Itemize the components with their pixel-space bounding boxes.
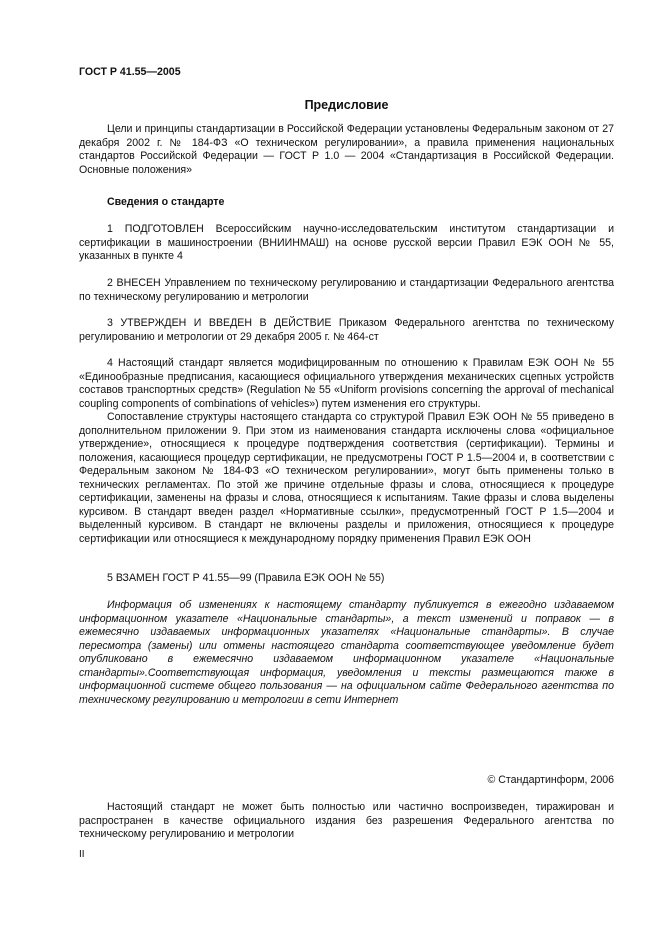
info-notice: Информация об изменениях к настоящему стандарту публикуется в ежегодно издаваемом информационном указателе «Национальные стандарты», а текст изменений и поправок — в ежемесячно издаваемых информационных указателях «Национальные стандарты». В случае пересмотра (замены) или отмены настоящего стандарта соответствующее уведомление будет опубликовано в ежемесячно издаваемом информационном указателе «Национальные стандарты».Соответствующая информация, уведомления и тексты размещаются также в информационной системе общего пользования — на официальном сайте Федерального агентства по техническому регулированию и метрологии в сети Интернет <box>79 599 614 706</box>
item-5: 5 ВЗАМЕН ГОСТ Р 41.55—99 (Правила ЕЭК ООН № 55) <box>107 572 385 584</box>
item-4: 4 Настоящий стандарт является модифицированным по отношению к Правилам ЕЭК ООН № 55 «Единообразные предписания, касающиеся официального утверждения механических сцепных устройств составов транспортных средств» (Regulation № 55 «Uniform provisions concerning the approval of mechanical coupling components of combinations of vehicles») путем изменения его структуры. <box>79 357 614 410</box>
item-2: 2 ВНЕСЕН Управлением по техническому регулированию и стандартизации Федерального агентства по техническому регулированию и метрологии <box>79 277 614 303</box>
copyright: © Стандартинформ, 2006 <box>487 774 614 786</box>
item-3: 3 УТВЕРЖДЕН И ВВЕДЕН В ДЕЙСТВИЕ Приказом Федерального агентства по техническому регулированию и метрологии от 29 декабря 2005 г. № 464-ст <box>79 317 614 343</box>
page-title: Предисловие <box>304 98 389 112</box>
standard-code-header: ГОСТ Р 41.55—2005 <box>79 66 181 78</box>
item-4-continuation: Сопоставление структуры настоящего стандарта со структурой Правил ЕЭК ООН № 55 приведено в дополнительном приложении 9. При этом из наименования стандарта исключены слова «официальное утверждение», относящиеся к процедуре подтверждения соответствия (сертификации). Термины и положения, касающиеся процедур сертификации, не предусмотрены ГОСТ Р 1.5—2004 и, в соответствии с Федеральным законом № 184-ФЗ «О техническом регулировании», могут быть применены только в технических регламентах. По этой же причине отдельные фразы и слова, относящиеся к процедуре сертификации, заменены на фразы и слова, относящиеся к испытаниям. Такие фразы и слова выделены курсивом. В стандарт введен раздел «Нормативные ссылки», предусмотренный ГОСТ Р 1.5—2004 и выделенный курсивом. В стандарт не включены разделы и приложения, относящиеся к процедуре сертификации или относящиеся к международному порядку применения Правил ЕЭК ООН <box>79 411 614 545</box>
reproduction-notice: Настоящий стандарт не может быть полностью или частично воспроизведен, тиражирован и распространен в качестве официального издания без разрешения Федерального агентства по техническому регулированию и метрологии <box>79 801 614 840</box>
intro-paragraph: Цели и принципы стандартизации в Российской Федерации установлены Федеральным законом от 27 декабря 2002 г. № 184-ФЗ «О техническом регулировании», а правила применения национальных стандартов Российской Федерации — ГОСТ Р 1.0 — 2004 «Стандартизация в Российской Федерации. Основные положения» <box>79 123 614 176</box>
page-number: II <box>79 849 85 860</box>
section-heading: Сведения о стандарте <box>107 196 225 208</box>
item-1: 1 ПОДГОТОВЛЕН Всероссийским научно-исследовательским институтом стандартизации и сертификации в машиностроении (ВНИИНМАШ) на основе русской версии Правил ЕЭК ООН № 55, указанных в пункте 4 <box>79 223 614 262</box>
